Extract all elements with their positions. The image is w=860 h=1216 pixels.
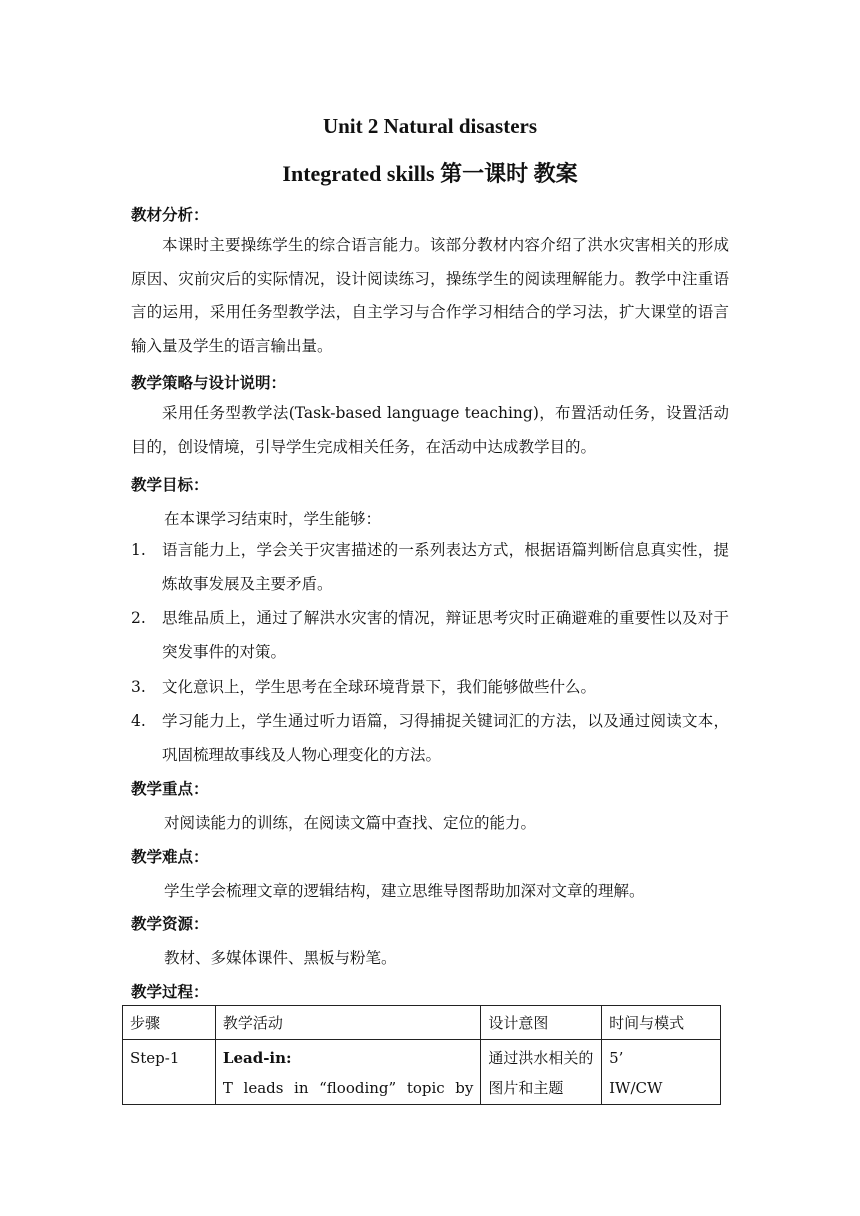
goal-text: 语言能力上，学会关于灾害描述的一系列表达方式，根据语篇判断信息真实性，提炼故事发展及主要矛盾。 bbox=[162, 541, 729, 593]
goal-item bbox=[131, 601, 729, 669]
key-points-text: 对阅读能力的训练，在阅读文篇中查找、定位的能力。 bbox=[164, 814, 537, 832]
difficulty-heading: 教学难点： bbox=[131, 847, 209, 866]
activity-title: Lead-in: bbox=[222, 1049, 292, 1067]
document-subtitle: Integrated skills 第一课时 教案 bbox=[282, 161, 578, 186]
goal-text: 学习能力上，学生通过听力语篇，习得捕捉关键词汇的方法，以及通过阅读文本，巩固梳理故事线及人物心理变化的方法。 bbox=[162, 712, 729, 764]
mode-value: IW/CW bbox=[609, 1079, 663, 1097]
goal-number: 3. bbox=[131, 678, 146, 696]
goal-text: 思维品质上，通过了解洪水灾害的情况，辩证思考灾时正确避难的重要性以及对于突发事件的对策。 bbox=[162, 609, 729, 661]
analysis-paragraph: 本课时主要操练学生的综合语言能力。该部分教材内容介绍了洪水灾害相关的形成原因、灾前灾后的实际情况，设计阅读练习，操练学生的阅读理解能力。教学中注重语言的运用，采用任务型教学法，自主学习与合作学习相结合的学习法，扩大课堂的语言输入量及学生的语言输出量。 bbox=[131, 236, 729, 355]
strategy-heading: 教学策略与设计说明： bbox=[131, 373, 287, 392]
document-title: Unit 2 Natural disasters bbox=[322, 114, 538, 138]
goal-item bbox=[131, 704, 729, 772]
goals-intro: 在本课学习结束时，学生能够： bbox=[164, 510, 382, 528]
cell-activity bbox=[215, 1040, 481, 1105]
goal-text: 文化意识上，学生思考在全球环境背景下，我们能够做些什么。 bbox=[162, 678, 597, 696]
cell-time-mode bbox=[602, 1040, 721, 1105]
resources-text: 教材、多媒体课件、黑板与粉笔。 bbox=[164, 949, 397, 967]
key-points-heading: 教学重点： bbox=[131, 779, 209, 798]
analysis-heading: 教材分析： bbox=[131, 205, 209, 224]
goals-heading: 教学目标： bbox=[131, 475, 209, 494]
time-value: 5’ bbox=[609, 1049, 624, 1067]
cell-intent: 通过洪水相关的图片和主题 bbox=[481, 1040, 602, 1105]
header-time-mode: 时间与模式 bbox=[602, 1006, 721, 1040]
process-heading: 教学过程： bbox=[131, 982, 209, 1001]
header-activity: 教学活动 bbox=[215, 1006, 481, 1040]
table-row bbox=[123, 1040, 721, 1105]
cell-step: Step-1 bbox=[123, 1040, 216, 1105]
table-header-row bbox=[123, 1006, 721, 1040]
strategy-paragraph: 采用任务型教学法(Task-based language teaching)，布置活动任务，设置活动目的，创设情境，引导学生完成相关任务，在活动中达成教学目的。 bbox=[131, 404, 729, 456]
difficulty-text: 学生学会梳理文章的逻辑结构，建立思维导图帮助加深对文章的理解。 bbox=[164, 882, 645, 900]
goal-item bbox=[131, 533, 729, 601]
activity-text: T leads in “flooding” topic by bbox=[222, 1079, 474, 1097]
goal-number: 2. bbox=[131, 609, 146, 627]
goal-number: 1. bbox=[131, 541, 146, 559]
goal-item bbox=[131, 670, 729, 704]
header-step: 步骤 bbox=[123, 1006, 216, 1040]
goal-number: 4. bbox=[131, 712, 146, 730]
teaching-process-table bbox=[122, 1005, 721, 1105]
resources-heading: 教学资源： bbox=[131, 914, 209, 933]
header-intent: 设计意图 bbox=[481, 1006, 602, 1040]
